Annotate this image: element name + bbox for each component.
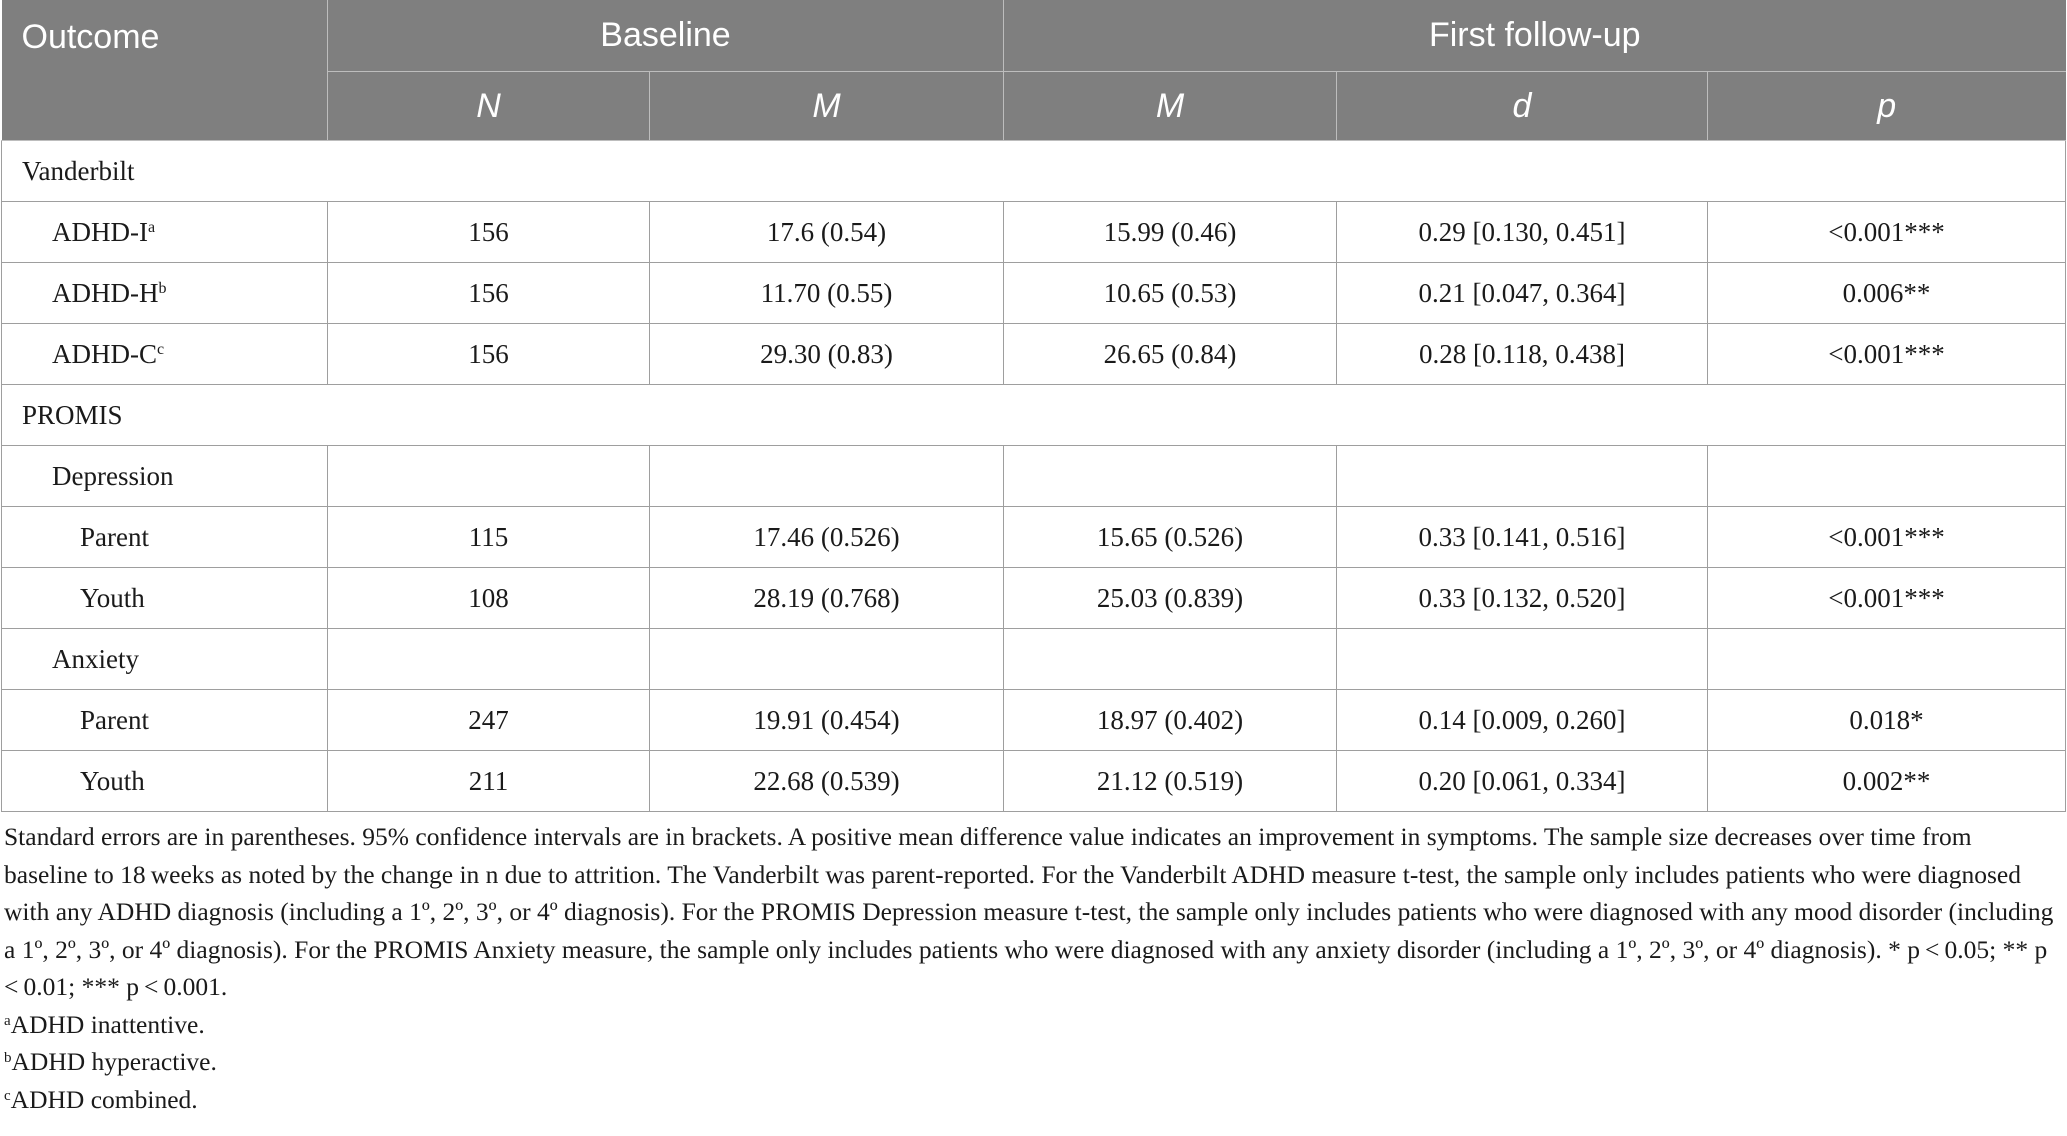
cell-n [328,629,650,690]
cell-baseline-m: 28.19 (0.768) [650,568,1004,629]
table-row [2,568,2066,629]
row-label [2,568,328,629]
cell-baseline-m: 19.91 (0.454) [650,690,1004,751]
cell-n: 108 [328,568,650,629]
row-label [2,629,328,690]
row-label [2,507,328,568]
header-col-n: N [328,72,650,141]
section-row [2,385,2066,446]
table-note-text: Standard errors are in parentheses. 95% confidence intervals are in brackets. A positive mean difference value indicates an improvement in symptoms. The sample size decreases over time from baseline to 18 weeks as noted by the change in n due to attrition. The Vanderbilt was parent-reported. For the Vanderbilt ADHD measure t-test, the sample only includes patients who were diagnosed with any ADHD diagnosis (including a 1º, 2º, 3º, or 4º diagnosis). For the PROMIS Depression measure t-test, the sample only includes patients who were diagnosed with any mood disorder (including a 1º, 2º, 3º, or 4º diagnosis). For the PROMIS Anxiety measure, the sample only includes patients who were diagnosed with any anxiety disorder (including a 1º, 2º, 3º, or 4º diagnosis). * p < 0.05; ** p < 0.01; *** p < 0.001. [4,822,2054,1001]
cell-d: 0.20 [0.061, 0.334] [1337,751,1708,812]
footnote-text: ADHD inattentive. [10,1009,205,1039]
row-label [2,446,328,507]
cell-d [1337,446,1708,507]
header-col-p: p [1708,72,2066,141]
cell-baseline-m: 17.46 (0.526) [650,507,1004,568]
row-label [2,751,328,812]
cell-d: 0.33 [0.141, 0.516] [1337,507,1708,568]
row-label [2,263,328,324]
footnote-mark: b [4,1050,12,1066]
cell-baseline-m: 11.70 (0.55) [650,263,1004,324]
cell-followup-m: 10.65 (0.53) [1004,263,1337,324]
table-row [2,324,2066,385]
cell-followup-m: 25.03 (0.839) [1004,568,1337,629]
section-label: PROMIS [2,385,2066,446]
table-footnotes [0,1006,2067,1119]
footnote [0,1043,2067,1081]
row-label-text: Youth [80,765,145,796]
cell-d: 0.21 [0.047, 0.364] [1337,263,1708,324]
cell-d: 0.28 [0.118, 0.438] [1337,324,1708,385]
section-label: Vanderbilt [2,141,2066,202]
row-label-text: Youth [80,582,145,613]
cell-n: 247 [328,690,650,751]
cell-p: 0.018* [1708,690,2066,751]
footnote-text: ADHD hyperactive. [11,1047,217,1076]
cell-baseline-m: 17.6 (0.54) [650,202,1004,263]
cell-n: 156 [328,202,650,263]
table-row [2,629,2066,690]
cell-n: 115 [328,507,650,568]
cell-p: 0.002** [1708,751,2066,812]
footnote [0,1006,2067,1044]
row-label [2,202,328,263]
cell-p: <0.001*** [1708,568,2066,629]
cell-followup-m [1004,446,1337,507]
table-row [2,751,2066,812]
footnote-marker: b [158,279,167,297]
cell-followup-m: 15.99 (0.46) [1004,202,1337,263]
footnote [0,1081,2067,1119]
header-first-follow-up: First follow-up [1004,0,2066,72]
header-col-d: d [1337,72,1708,141]
footnote-marker: a [147,218,156,236]
results-table [1,0,2066,812]
table-row [2,690,2066,751]
cell-n: 211 [328,751,650,812]
cell-p: 0.006** [1708,263,2066,324]
cell-followup-m [1004,629,1337,690]
table-row [2,446,2066,507]
cell-d [1337,629,1708,690]
cell-p: <0.001*** [1708,324,2066,385]
cell-baseline-m: 29.30 (0.83) [650,324,1004,385]
header-baseline: Baseline [328,0,1004,72]
cell-baseline-m [650,446,1004,507]
cell-d: 0.14 [0.009, 0.260] [1337,690,1708,751]
cell-d: 0.29 [0.130, 0.451] [1337,202,1708,263]
header-col-baseline-m: M [650,72,1004,141]
cell-baseline-m: 22.68 (0.539) [650,751,1004,812]
row-label-text: ADHD-H [52,277,159,308]
cell-baseline-m [650,629,1004,690]
row-label [2,690,328,751]
table-row [2,507,2066,568]
row-label-text: Parent [80,704,149,735]
table-note [0,812,2058,1006]
cell-p: <0.001*** [1708,507,2066,568]
cell-followup-m: 18.97 (0.402) [1004,690,1337,751]
table-body [2,141,2066,812]
cell-n: 156 [328,324,650,385]
cell-followup-m: 15.65 (0.526) [1004,507,1337,568]
header-outcome: Outcome [2,0,328,141]
cell-p [1708,629,2066,690]
cell-followup-m: 21.12 (0.519) [1004,751,1337,812]
table-header [2,0,2066,141]
cell-p [1708,446,2066,507]
footnote-mark: a [4,1012,11,1029]
row-label-text: Anxiety [52,643,139,674]
cell-followup-m: 26.65 (0.84) [1004,324,1337,385]
footnote-text: ADHD combined. [10,1084,198,1114]
section-row [2,141,2066,202]
row-label-text: Depression [52,460,174,491]
table-row [2,263,2066,324]
cell-d: 0.33 [0.132, 0.520] [1337,568,1708,629]
row-label-text: ADHD-C [52,338,157,369]
cell-n: 156 [328,263,650,324]
row-label-text: Parent [80,521,149,552]
row-label-text: ADHD-I [52,216,148,247]
row-label [2,324,328,385]
table-row [2,202,2066,263]
footnote-marker: c [157,340,165,358]
footnote-mark: c [4,1087,11,1104]
cell-n [328,446,650,507]
cell-p: <0.001*** [1708,202,2066,263]
header-col-followup-m: M [1004,72,1337,141]
